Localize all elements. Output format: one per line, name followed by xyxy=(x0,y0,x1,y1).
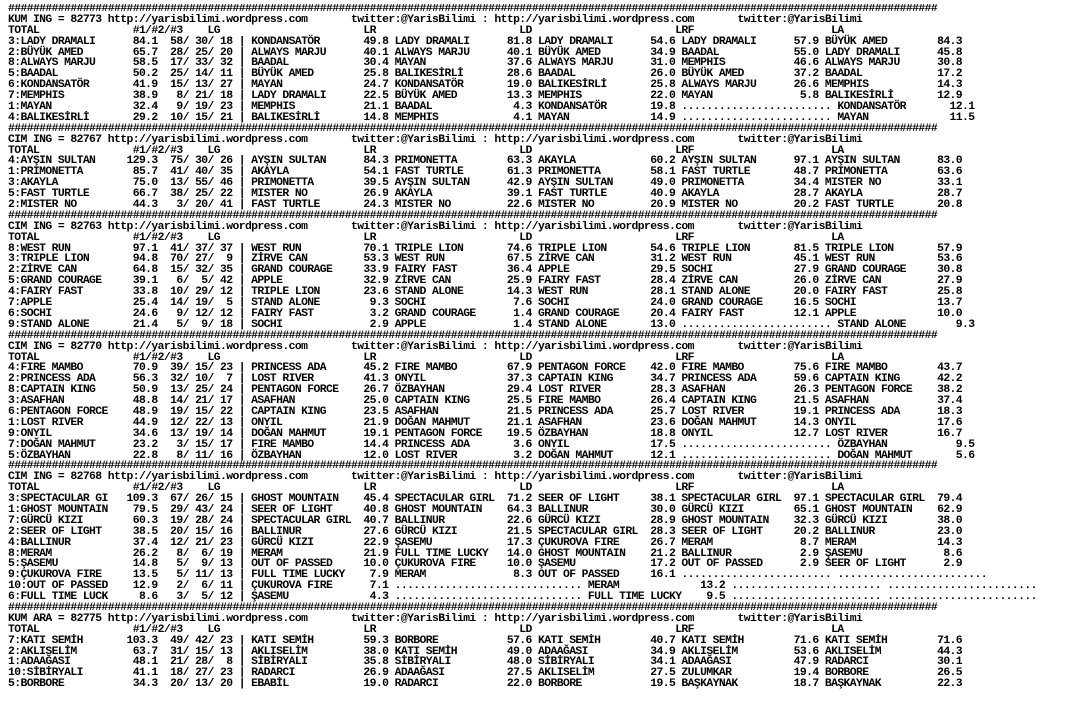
horse-row-line: 1:MAYAN 32.4 9/ 19/ 23 | MEMPHIS 21.1 BAADAL 4.3 KONDANSATÖR 19.8 ........................ KONDANSATÖR 12.1 xyxy=(8,101,975,114)
horse-row-line: 1:PRIMONETTA 85.7 41/ 40/ 35 | AKAYLA 54.1 FAST TURTLE 61.3 PRIMONETTA 58.1 FAST TURTLE 48.7 PRIMONETTA 63.6 xyxy=(8,166,963,179)
separator-line: ##################################################################################################################################################### xyxy=(8,209,938,222)
horse-row-line: 10:SİBİRYALI 41.1 18/ 27/ 23 | RADARCI 26.9 ADAAĞASI 27.5 AKLISELİM 27.5 ZULUMKAR 19.4 BORBORE 26.5 xyxy=(8,667,963,680)
separator-line: ##################################################################################################################################################### xyxy=(8,122,938,135)
horse-row-line: 8:MERAM 26.2 8/ 6/ 19 | MERAM 21.9 FULL TIME LUCKY 14.0 GHOST MOUNTAIN 21.2 BALLINUR 2.9 ŞASEMU 8.6 xyxy=(8,547,963,560)
horse-row-line: 5:BAADAL 50.2 25/ 14/ 11 | BÜYÜK AMED 25.8 BALIKESİRLİ 28.6 BAADAL 26.0 BÜYÜK AMED 37.2 BAADAL 17.2 xyxy=(8,68,963,81)
horse-row-line: 4:FIRE MAMBO 70.9 39/ 15/ 23 | PRINCESS ADA 45.2 FIRE MAMBO 67.9 PENTAGON FORCE 42.0 FIRE MAMBO 75.6 FIRE MAMBO 43.7 xyxy=(8,362,963,375)
race-block xyxy=(8,331,1073,462)
race-block xyxy=(8,124,1073,211)
horse-row-line: 6:SOCHI 24.6 9/ 12/ 12 | FAIRY FAST 3.2 GRAND COURAGE 1.4 GRAND COURAGE 20.4 FAIRY FAST 12.1 APPLE 10.0 xyxy=(8,307,963,320)
horse-row-line: 3:AKAYLA 75.0 13/ 55/ 46 | PRIMONETTA 39.5 AYŞIN SULTAN 42.9 AYŞIN SULTAN 49.0 PRIMONETTA 34.4 MISTER NO 33.1 xyxy=(8,177,963,190)
column-header-line: TOTAL #1/#2/#3 LG LR LD LRF LA xyxy=(8,144,844,157)
horse-row-line: 2:MISTER NO 44.3 3/ 20/ 41 | FAST TURTLE 24.3 MISTER NO 22.6 MISTER NO 20.9 MISTER NO 20.2 FAST TURTLE 20.8 xyxy=(8,199,963,212)
horse-row-line: 7:APPLE 25.4 14/ 19/ 5 | STAND ALONE 9.3 SOCHI 7.6 SOCHI 24.0 GRAND COURAGE 16.5 SOCHI 13.7 xyxy=(8,297,963,310)
horse-row-line: 2:BÜYÜK AMED 65.7 28/ 25/ 20 | ALWAYS MARJU 40.1 ALWAYS MARJU 40.1 BÜYÜK AMED 34.9 BAADAL 55.0 LADY DRAMALI 45.8 xyxy=(8,46,963,59)
race-block xyxy=(8,603,1073,690)
separator-line: ##################################################################################################################################################### xyxy=(8,460,938,473)
horse-row-line: 7:MEMPHIS 38.9 8/ 21/ 18 | LADY DRAMALI 22.5 BÜYÜK AMED 13.3 MEMPHIS 22.0 MAYAN 5.8 BALIKESİRLİ 12.9 xyxy=(8,90,963,103)
horse-row-line: 9:STAND ALONE 21.4 5/ 9/ 18 | SOCHI 2.9 APPLE 1.4 STAND ALONE 13.0 ........................ STAND ALONE 9.3 xyxy=(8,318,975,331)
horse-row-line: 10:OUT OF PASSED 12.9 2/ 6/ 11 | ÇUKUROVA FIRE 7.1 .............................. MERAM 13.2 ........................ ........................ xyxy=(8,580,1037,593)
column-header-line: TOTAL #1/#2/#3 LG LR LD LRF LA xyxy=(8,231,844,244)
horse-row-line: 7:KATI SEMİH 103.3 49/ 42/ 23 | KATI SEMİH 59.3 BORBORE 57.6 KATI SEMİH 40.7 KATI SEMİH 71.6 KATI SEMİH 71.6 xyxy=(8,634,963,647)
horse-row-line: 3:ASAFHAN 48.8 14/ 21/ 17 | ASAFHAN 25.0 CAPTAIN KING 25.5 FIRE MAMBO 26.4 CAPTAIN KING 21.5 ASAFHAN 37.4 xyxy=(8,395,963,408)
column-header-line: TOTAL #1/#2/#3 LG LR LD LRF LA xyxy=(8,24,844,37)
horse-row-line: 3:SPECTACULAR GI 109.3 67/ 26/ 15 | GHOST MOUNTAIN 45.4 SPECTACULAR GIRL 71.2 SEER OF LIGHT 38.1 SPECTACULAR GIRL 97.1 SPECTACULAR GIRL 79.4 xyxy=(8,493,963,506)
horse-row-line: 5:GRAND COURAGE 39.1 6/ 5/ 42 | APPLE 32.9 ZİRVE CAN 25.9 FAIRY FAST 28.4 ZİRVE CAN 26.0 ZİRVE CAN 27.9 xyxy=(8,275,963,288)
horse-row-line: 2:ZİRVE CAN 64.8 15/ 32/ 35 | GRAND COURAGE 33.9 FAIRY FAST 36.4 APPLE 29.5 SOCHI 27.9 GRAND COURAGE 30.8 xyxy=(8,264,963,277)
race-header-line: KUM ARA = 82775 http://yarisbilimi.wordpress.com twitter:@YarisBilimi : http://yarisbilimi.wordpress.com twitter:@YarisBilimi xyxy=(8,612,863,625)
horse-row-line: 7:DOĞAN MAHMUT 23.2 3/ 15/ 17 | FIRE MAMBO 14.4 PRINCESS ADA 3.6 ONYIL 17.5 ........................ ÖZBAYHAN 9.5 xyxy=(8,438,975,451)
horse-row-line: 6:FULL TIME LUCK 8.6 3/ 5/ 12 | ŞASEMU 4.3 .............................. FULL TIME LUCKY 9.5 ........................ ........................ xyxy=(8,591,1037,604)
horse-row-line: 4:BALIKESİRLİ 29.2 10/ 15/ 21 | BALIKESİRLİ 14.8 MEMPHIS 4.1 MAYAN 14.9 ........................ MAYAN 11.5 xyxy=(8,111,975,124)
horse-row-line: 2:PRINCESS ADA 56.3 32/ 10/ 7 | LOST RIVER 41.3 ONYIL 37.3 CAPTAIN KING 34.7 PRINCESS ADA 59.6 CAPTAIN KING 42.2 xyxy=(8,373,963,386)
horse-row-line: 4:BALLINUR 37.4 12/ 21/ 23 | GÜRCÜ KIZI 22.9 ŞASEMU 17.3 ÇUKUROVA FIRE 26.7 MERAM 8.7 MERAM 14.3 xyxy=(8,536,963,549)
column-header-line: TOTAL #1/#2/#3 LG LR LD LRF LA xyxy=(8,482,844,495)
race-block xyxy=(8,4,1073,124)
horse-row-line: 2:SEER OF LIGHT 38.5 20/ 15/ 16 | BALLINUR 27.6 GÜRCÜ KIZI 21.5 SPECTACULAR GIRL 28.3 SEER OF LIGHT 20.2 BALLINUR 23.0 xyxy=(8,525,963,538)
horse-row-line: 5:ŞASEMU 14.8 5/ 9/ 13 | OUT OF PASSED 10.0 ÇUKUROVA FIRE 10.0 ŞASEMU 17.2 OUT OF PASSED 2.9 SEER OF LIGHT 2.9 xyxy=(8,558,963,571)
horse-row-line: 5:ÖZBAYHAN 22.8 8/ 11/ 16 | ÖZBAYHAN 12.0 LOST RIVER 3.2 DOĞAN MAHMUT 12.1 ........................ DOĞAN MAHMUT 5.6 xyxy=(8,449,975,462)
race-block xyxy=(8,461,1073,603)
horse-row-line: 8:WEST RUN 97.1 41/ 37/ 37 | WEST RUN 70.1 TRIPLE LION 74.6 TRIPLE LION 54.6 TRIPLE LION 81.5 TRIPLE LION 57.9 xyxy=(8,242,963,255)
horse-row-line: 8:ALWAYS MARJU 58.5 17/ 33/ 32 | BAADAL 30.4 MAYAN 37.6 ALWAYS MARJU 31.0 MEMPHIS 46.6 ALWAYS MARJU 30.8 xyxy=(8,57,963,70)
race-header-line: CIM ING = 82767 http://yarisbilimi.wordpress.com twitter:@YarisBilimi : http://yarisbilimi.wordpress.com twitter:@YarisBilimi xyxy=(8,133,863,146)
horse-row-line: 2:AKLISELİM 63.7 31/ 15/ 13 | AKLISELİM 38.0 KATI SEMİH 49.0 ADAAĞASI 34.9 AKLISELİM 53.6 AKLISELİM 44.3 xyxy=(8,645,963,658)
horse-row-line: 6:PENTAGON FORCE 48.9 19/ 15/ 22 | CAPTAIN KING 23.5 ASAFHAN 21.5 PRINCESS ADA 25.7 LOST RIVER 19.1 PRINCESS ADA 18.3 xyxy=(8,405,963,418)
horse-row-line: 6:KONDANSATÖR 41.9 15/ 13/ 27 | MAYAN 24.7 KONDANSATÖR 19.0 BALIKESİRLİ 25.8 ALWAYS MARJU 26.6 MEMPHIS 14.3 xyxy=(8,79,963,92)
separator-line: ##################################################################################################################################################### xyxy=(8,329,938,342)
separator-line: ##################################################################################################################################################### xyxy=(8,601,938,614)
horse-row-line: 1:LOST RIVER 44.9 12/ 22/ 13 | ONYIL 21.9 DOĞAN MAHMUT 21.1 ASAFHAN 23.6 DOĞAN MAHMUT 14.3 ONYIL 17.6 xyxy=(8,416,963,429)
race-header-line: CIM ING = 82763 http://yarisbilimi.wordpress.com twitter:@YarisBilimi : http://yarisbilimi.wordpress.com twitter:@YarisBilimi xyxy=(8,220,863,233)
horse-row-line: 3:TRIPLE LION 94.8 70/ 27/ 9 | ZİRVE CAN 53.3 WEST RUN 67.5 ZİRVE CAN 31.2 WEST RUN 45.1 WEST RUN 53.6 xyxy=(8,253,963,266)
race-statistics-sheet xyxy=(8,4,1073,710)
race-header-line: CIM ING = 82770 http://yarisbilimi.wordpress.com twitter:@YarisBilimi : http://yarisbilimi.wordpress.com twitter:@YarisBilimi xyxy=(8,340,863,353)
horse-row-line: 4:AYŞIN SULTAN 129.3 75/ 30/ 26 | AYŞIN SULTAN 84.3 PRIMONETTA 63.3 AKAYLA 60.2 AYŞIN SULTAN 97.1 AYŞIN SULTAN 83.0 xyxy=(8,155,963,168)
horse-row-line: 5:BORBORE 34.3 20/ 13/ 20 | EBABİL 19.0 RADARCI 22.0 BORBORE 19.5 BAŞKAYNAK 18.7 BAŞKAYNAK 22.3 xyxy=(8,678,963,691)
horse-row-line: 3:LADY DRAMALI 84.1 58/ 30/ 18 | KONDANSATÖR 49.8 LADY DRAMALI 81.8 LADY DRAMALI 54.6 LADY DRAMALI 57.9 BÜYÜK AMED 84.3 xyxy=(8,35,963,48)
horse-row-line: 5:FAST TURTLE 66.7 38/ 25/ 22 | MISTER NO 26.9 AKAYLA 39.1 FAST TURTLE 40.9 AKAYLA 28.7 AKAYLA 28.7 xyxy=(8,188,963,201)
horse-row-line: 4:FAIRY FAST 33.8 10/ 29/ 12 | TRIPLE LION 23.6 STAND ALONE 14.3 WEST RUN 28.1 STAND ALONE 20.0 FAIRY FAST 25.8 xyxy=(8,286,963,299)
column-header-line: TOTAL #1/#2/#3 LG LR LD LRF LA xyxy=(8,351,844,364)
horse-row-line: 9:ÇUKUROVA FIRE 13.5 5/ 11/ 13 | FULL TIME LUCKY 7.9 MERAM 8.3 OUT OF PASSED 16.1 ........................ ........................ xyxy=(8,569,987,582)
race-header-line: CIM ING = 82768 http://yarisbilimi.wordpress.com twitter:@YarisBilimi : http://yarisbilimi.wordpress.com twitter:@YarisBilimi xyxy=(8,471,863,484)
column-header-line: TOTAL #1/#2/#3 LG LR LD LRF LA xyxy=(8,623,844,636)
race-header-line: KUM ING = 82773 http://yarisbilimi.wordpress.com twitter:@YarisBilimi : http://yarisbilimi.wordpress.com twitter:@YarisBilimi xyxy=(8,13,863,26)
horse-row-line: 1:GHOST MOUNTAIN 79.5 29/ 43/ 24 | SEER OF LIGHT 40.8 GHOST MOUNTAIN 64.3 BALLINUR 30.0 GÜRCÜ KIZI 65.1 GHOST MOUNTAIN 62.9 xyxy=(8,503,963,516)
horse-row-line: 1:ADAAĞASI 48.1 21/ 28/ 8 | SİBİRYALI 35.8 SİBİRYALI 48.0 SİBİRYALI 34.1 ADAAĞASI 47.9 RADARCI 30.1 xyxy=(8,656,963,669)
race-block xyxy=(8,211,1073,331)
horse-row-line: 9:ONYIL 34.6 13/ 19/ 14 | DOĞAN MAHMUT 19.1 PENTAGON FORCE 19.5 ÖZBAYHAN 18.8 ONYIL 12.7 LOST RIVER 16.7 xyxy=(8,427,963,440)
horse-row-line: 8:CAPTAIN KING 50.9 13/ 25/ 24 | PENTAGON FORCE 26.7 ÖZBAYHAN 29.4 LOST RIVER 28.3 ASAFHAN 26.3 PENTAGON FORCE 38.2 xyxy=(8,384,963,397)
separator-line: ##################################################################################################################################################### xyxy=(8,4,938,15)
horse-row-line: 7:GÜRCÜ KIZI 60.3 19/ 28/ 24 | SPECTACULAR GIRL 40.7 BALLINUR 22.6 GÜRCÜ KIZI 28.9 GHOST MOUNTAIN 32.3 GÜRCÜ KIZI 38.0 xyxy=(8,514,963,527)
